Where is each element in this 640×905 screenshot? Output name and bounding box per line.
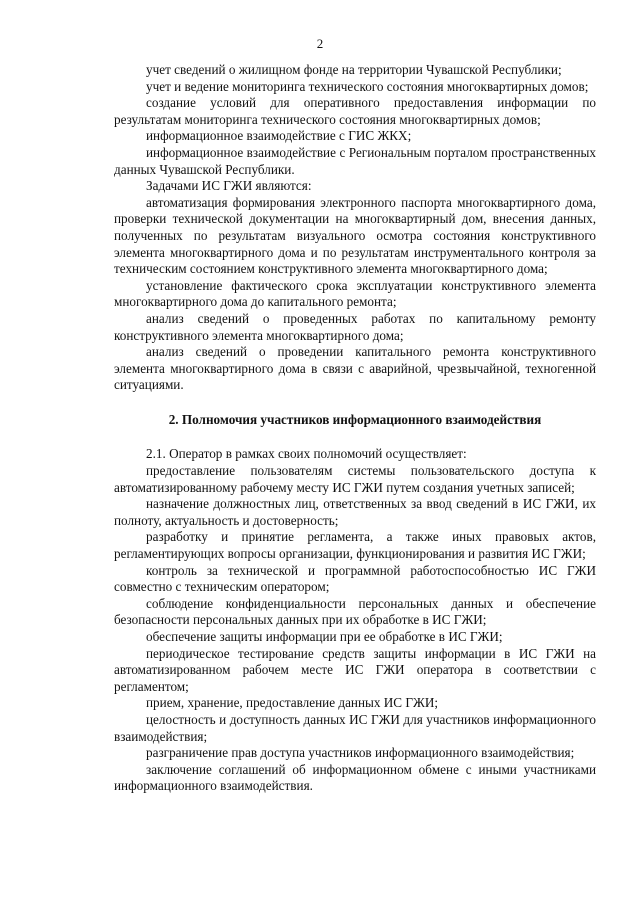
paragraph: учет сведений о жилищном фонде на территории Чувашской Республики; xyxy=(146,62,562,77)
paragraph: Задачами ИС ГЖИ являются: xyxy=(146,178,312,194)
paragraph: разграничение прав доступа участников информационного взаимодействия; xyxy=(146,745,575,761)
page-number: 2 xyxy=(316,36,324,51)
paragraph: информационное взаимодействие с Региональным порталом пространственных данных Чувашской Республики. xyxy=(114,144,596,177)
paragraph: назначение должностных лиц, ответственных за ввод сведений в ИС ГЖИ, их полноту, актуальность и достоверность; xyxy=(114,496,596,528)
paragraph: анализ сведений о проведенных работах по капитальному ремонту конструктивного элемента многоквартирного дома; xyxy=(114,310,596,343)
paragraph: учет и ведение мониторинга технического состояния многоквартирных домов; xyxy=(146,78,589,94)
paragraph: контроль за технической и программной работоспособностью ИС ГЖИ совместно с техническим оператором; xyxy=(114,562,596,595)
paragraph: соблюдение конфиденциальности персональных данных и обеспечение безопасности персональных данных при их обработке в ИС ГЖИ; xyxy=(114,595,596,628)
paragraph: прием, хранение, предоставление данных ИС ГЖИ; xyxy=(146,695,439,711)
paragraph: анализ сведений о проведении капитального ремонта конструктивного элемента многоквартирного дома в связи с аварийной, чрезвычайной, техногенной ситуациями. xyxy=(114,344,596,393)
paragraph: разработку и принятие регламента, а также иных правовых актов, регламентирующих вопросы организации, функционирования и развития ИС ГЖИ; xyxy=(114,529,596,562)
section-1 xyxy=(114,62,596,394)
paragraph: установление фактического срока эксплуатации конструктивного элемента многоквартирного дома до капитального ремонта; xyxy=(114,277,596,310)
paragraph: 2.1. Оператор в рамках своих полномочий осуществляет: xyxy=(146,446,467,462)
paragraph: периодическое тестирование средств защиты информации в ИС ГЖИ на автоматизированном рабочем месте ИС ГЖИ оператора в соответствии с регламентом; xyxy=(114,645,596,694)
paragraph: создание условий для оперативного предоставления информации по результатам мониторинга технического состояния многоквартирных домов; xyxy=(114,95,596,127)
section-heading: 2. Полномочия участников информационного взаимодействия xyxy=(168,411,542,427)
document-body xyxy=(114,62,596,795)
paragraph: автоматизация формирования электронного паспорта многоквартирного дома, проверки технической документации на многоквартирный дом, внесения данных, полученных по результатам визуального осмотра состояния конструктивного элемента многоквартирного дома и по результатам инструментального контроля за техническим состоянием конструктивного элемента многоквартирного дома; xyxy=(114,194,596,277)
paragraph: предоставление пользователям системы пользовательского доступа к автоматизированному рабочему месту ИС ГЖИ путем создания учетных записей; xyxy=(114,463,596,495)
paragraph: информационное взаимодействие с ГИС ЖКХ; xyxy=(146,128,412,144)
paragraph: заключение соглашений об информационном обмене с иными участниками информационного взаимодействия. xyxy=(114,761,596,794)
section-2 xyxy=(114,446,596,794)
paragraph: обеспечение защиты информации при ее обработке в ИС ГЖИ; xyxy=(146,629,503,644)
paragraph: целостность и доступность данных ИС ГЖИ для участников информационного взаимодействия; xyxy=(114,711,596,744)
